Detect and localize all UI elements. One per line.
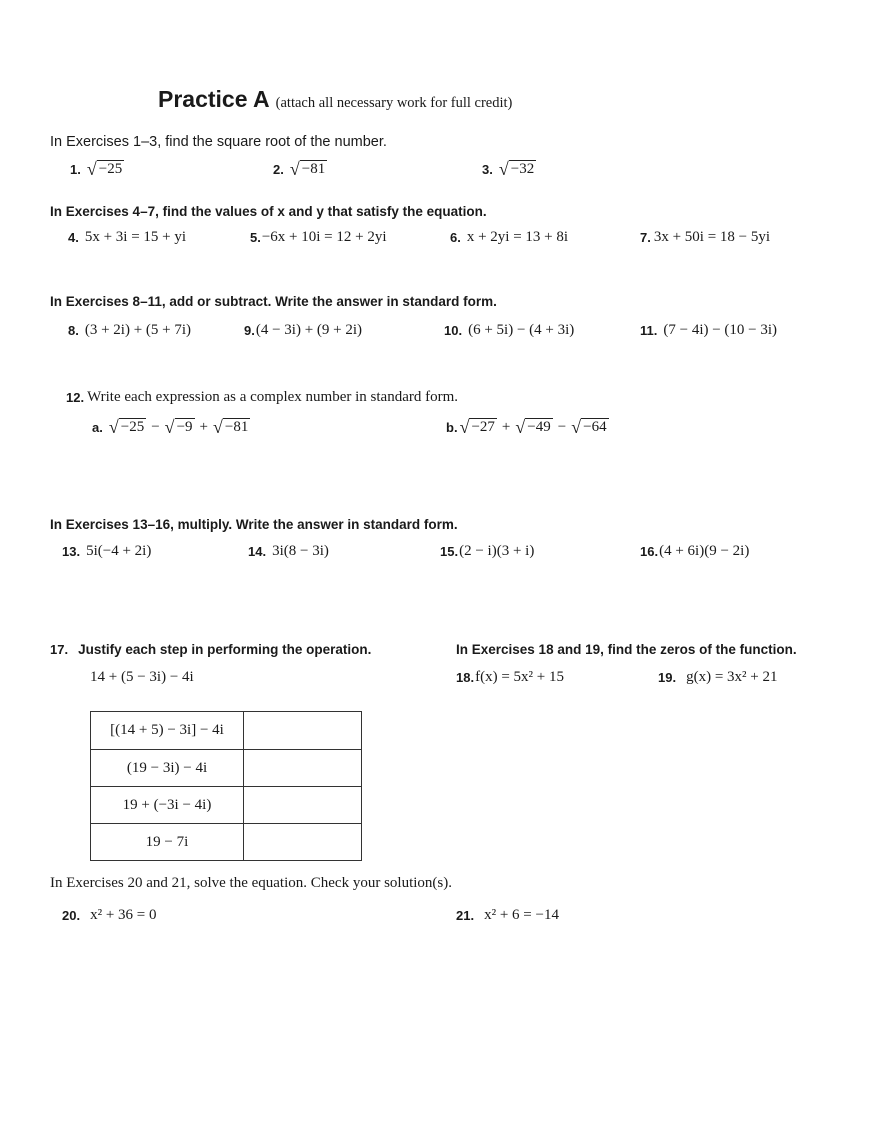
expression: (4 + 6i)(9 − 2i) xyxy=(659,543,750,559)
radicand: −32 xyxy=(510,161,535,177)
step-cell: 19 − 7i xyxy=(91,824,244,861)
operator: − xyxy=(151,418,160,435)
justification-cell[interactable] xyxy=(244,712,362,750)
table-row xyxy=(91,824,362,861)
section7-heading: In Exercises 18 and 19, find the zeros of the function. xyxy=(456,642,797,657)
section5-heading: In Exercises 13–16, multiply. Write the answer in standard form. xyxy=(50,517,458,532)
section8-heading: In Exercises 20 and 21, solve the equation. Check your solution(s). xyxy=(50,875,452,891)
justification-cell[interactable] xyxy=(244,824,362,861)
radicand: −9 xyxy=(176,419,193,435)
problem-number: 4. xyxy=(68,230,79,245)
title: Practice A xyxy=(158,86,270,112)
table-row xyxy=(91,712,362,750)
subtitle: (attach all necessary work for full credit) xyxy=(275,95,513,111)
table-row xyxy=(91,750,362,787)
problem-number: 17. xyxy=(50,642,69,657)
sqrt: √ −81 xyxy=(289,159,326,180)
problem-12b xyxy=(446,418,609,436)
problem-number: 14. xyxy=(248,544,267,559)
expression: g(x) = 3x² + 21 xyxy=(686,669,778,685)
radicand: −64 xyxy=(583,419,607,435)
problem-13 xyxy=(62,543,151,560)
sqrt: √ −81 xyxy=(213,417,249,438)
problem-14 xyxy=(248,543,329,560)
problem-10 xyxy=(444,322,574,339)
problem-16 xyxy=(640,543,749,560)
sqrt: √ −9 xyxy=(164,417,193,438)
problem-number: 13. xyxy=(62,544,81,559)
problem-number: 15. xyxy=(440,544,459,559)
radicand: −25 xyxy=(98,161,123,177)
problem-18 xyxy=(456,669,564,686)
sqrt: √ −25 xyxy=(108,417,145,438)
problem-number: 5. xyxy=(250,230,261,245)
expression: 3i(8 − 3i) xyxy=(272,543,329,559)
expression: 3x + 50i = 18 − 5yi xyxy=(653,229,771,245)
justification-cell[interactable] xyxy=(244,750,362,787)
problem-number: 20. xyxy=(62,908,81,923)
expression: 5x + 3i = 15 + yi xyxy=(84,229,187,245)
part-label: b. xyxy=(446,419,458,435)
sqrt: √ −49 xyxy=(515,417,551,438)
problem-21 xyxy=(456,907,559,924)
radicand: −25 xyxy=(120,419,145,435)
problem-12 xyxy=(66,389,458,406)
radicand: −49 xyxy=(527,419,551,435)
problem-1 xyxy=(70,160,124,178)
problem-number: 2. xyxy=(273,161,284,177)
expression: x² + 36 = 0 xyxy=(90,907,157,923)
problem-17-expression: 14 + (5 − 3i) − 4i xyxy=(90,669,194,685)
expression: −6x + 10i = 12 + 2yi xyxy=(261,229,387,245)
problem-number: 19. xyxy=(658,670,677,685)
justification-table xyxy=(90,711,362,861)
problem-2 xyxy=(273,160,327,178)
expression: x² + 6 = −14 xyxy=(484,907,559,923)
problem-19 xyxy=(658,669,777,686)
problem-prompt: Write each expression as a complex number in standard form. xyxy=(87,389,459,405)
problem-7 xyxy=(640,229,770,246)
worksheet-title xyxy=(158,86,512,113)
sqrt: √ −27 xyxy=(459,417,495,438)
problem-number: 18. xyxy=(456,670,475,685)
problem-number: 3. xyxy=(482,161,493,177)
operator: + xyxy=(199,418,208,435)
problem-number: 11. xyxy=(640,323,658,338)
radicand: −81 xyxy=(301,161,326,177)
problem-11 xyxy=(640,322,777,339)
problem-number: 16. xyxy=(640,544,659,559)
problem-number: 1. xyxy=(70,161,81,177)
expression: 5i(−4 + 2i) xyxy=(86,543,152,559)
problem-number: 7. xyxy=(640,230,651,245)
section1-heading: In Exercises 1–3, find the square root of the number. xyxy=(50,134,387,150)
expression: (4 − 3i) + (9 + 2i) xyxy=(255,322,363,338)
problem-number: 9. xyxy=(244,323,255,338)
table-row xyxy=(91,787,362,824)
problem-6 xyxy=(450,229,568,246)
sqrt: √ −25 xyxy=(86,159,123,180)
radicand: −81 xyxy=(224,419,249,435)
problem-number: 10. xyxy=(444,323,463,338)
part-label: a. xyxy=(92,419,103,435)
expression: (3 + 2i) + (5 + 7i) xyxy=(84,322,192,338)
operator: + xyxy=(501,418,511,435)
problem-9 xyxy=(244,322,362,339)
expression: f(x) = 5x² + 15 xyxy=(475,669,564,685)
problem-17-heading xyxy=(50,642,371,657)
problem-number: 8. xyxy=(68,323,79,338)
section3-heading: In Exercises 8–11, add or subtract. Write the answer in standard form. xyxy=(50,294,497,309)
justification-cell[interactable] xyxy=(244,787,362,824)
expression: (6 + 5i) − (4 + 3i) xyxy=(468,322,575,338)
operator: − xyxy=(557,418,567,435)
expression: (2 − i)(3 + i) xyxy=(459,543,535,559)
sqrt: √ −64 xyxy=(571,417,607,438)
problem-5 xyxy=(250,229,387,246)
sqrt: √ −32 xyxy=(498,159,535,180)
problem-8 xyxy=(68,322,191,339)
section2-heading: In Exercises 4–7, find the values of x and y that satisfy the equation. xyxy=(50,204,487,219)
radicand: −27 xyxy=(471,419,495,435)
problem-20 xyxy=(62,907,157,924)
problem-15 xyxy=(440,543,534,560)
expression: x + 2yi = 13 + 8i xyxy=(466,229,569,245)
problem-4 xyxy=(68,229,186,246)
expression: (7 − 4i) − (10 − 3i) xyxy=(663,322,778,338)
problem-number: 12. xyxy=(66,390,85,405)
problem-3 xyxy=(482,160,536,178)
step-cell: 19 + (−3i − 4i) xyxy=(91,787,244,824)
problem-number: 6. xyxy=(450,230,461,245)
step-cell: [(14 + 5) − 3i] − 4i xyxy=(91,712,244,750)
heading: Justify each step in performing the operation. xyxy=(78,642,372,657)
problem-number: 21. xyxy=(456,908,475,923)
step-cell: (19 − 3i) − 4i xyxy=(91,750,244,787)
problem-12a xyxy=(92,418,250,436)
